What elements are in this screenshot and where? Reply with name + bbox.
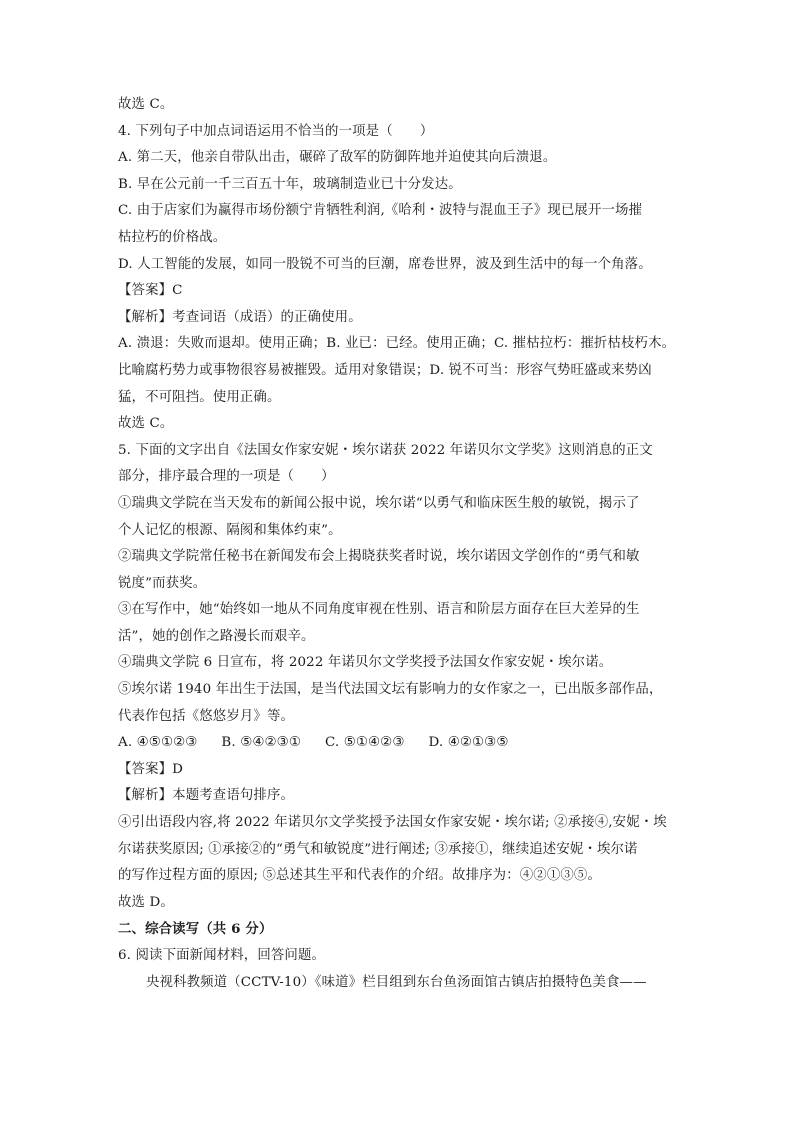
question-5-stem: 5. 下面的文字出自《法国女作家安妮・埃尔诺获 2022 年诺贝尔文学奖》这则消息的正文 bbox=[118, 442, 653, 458]
analysis-text: A. 溃退：失败而退却。使用正确；B. 业已：已经。使用正确；C. 摧枯拉朽：摧折枯枝朽木。 bbox=[118, 336, 676, 352]
section-heading: 二、综合读写（共 6 分） bbox=[118, 921, 273, 938]
question-4-stem: 4. 下列句子中加点词语运用不恰当的一项是（ ） bbox=[118, 123, 434, 139]
analysis-label: 【解析】本题考查语句排序。 bbox=[118, 788, 295, 804]
question-5-option-a: A. ④⑤①②③ bbox=[118, 735, 198, 751]
question-4-option-d: D. 人工智能的发展，如同一股锐不可当的巨潮，席卷世界，波及到生活中的每一个角落。 bbox=[118, 256, 652, 272]
question-6-stem: 6. 阅读下面新闻材料，回答问题。 bbox=[118, 948, 326, 963]
question-5-option-d: D. ④②①③⑤ bbox=[428, 735, 509, 751]
analysis-text: 比喻腐朽势力或事物很容易被摧毁。适用对象错误；D. 锐不可当：形容气势旺盛或来势凶 bbox=[118, 362, 652, 378]
text-line: 故选 C。 bbox=[118, 97, 174, 112]
document-body bbox=[118, 92, 678, 996]
analysis-text: 猛，不可阻挡。使用正确。 bbox=[118, 389, 281, 405]
question-4-option-c-cont: 枯拉朽的价格战。 bbox=[118, 229, 227, 245]
sentence-2-cont: 锐度”而获奖。 bbox=[118, 575, 207, 591]
sentence-5: ⑤埃尔诺 1940 年出生于法国，是当代法国文坛有影响力的女作家之一，已出版多部作品， bbox=[118, 682, 663, 698]
sentence-1: ①瑞典文学院在当天发布的新闻公报中说，埃尔诺“以勇气和临床医生般的敏锐，揭示了 bbox=[118, 495, 640, 511]
question-5-option-c: C. ⑤①④②③ bbox=[324, 735, 405, 751]
sentence-3: ③在写作中，她“始终如一地从不同角度审视在性别、语言和阶层方面存在巨大差异的生 bbox=[118, 602, 640, 618]
question-5-options bbox=[118, 730, 678, 757]
sentence-4: ④瑞典文学院 6 日宣布，将 2022 年诺贝尔文学奖授予法国女作家安妮・埃尔诺。 bbox=[118, 655, 613, 671]
analysis-label: 【解析】考查词语（成语）的正确使用。 bbox=[118, 309, 362, 325]
question-4-option-b: B. 早在公元前一千三百五十年，玻璃制造业已十分发达。 bbox=[118, 176, 462, 192]
analysis-text: 的写作过程方面的原因; ⑤总述其生平和代表作的介绍。故排序为：④②①③⑤。 bbox=[118, 868, 601, 884]
sentence-3-cont: 活”，她的创作之路漫长而艰辛。 bbox=[118, 628, 315, 644]
analysis-text: 尔诺获奖原因; ①承接②的“勇气和敏锐度”进行阐述; ③承接①，继续追述安妮・埃尔诺 bbox=[118, 841, 638, 857]
sentence-5-cont: 代表作包括《悠悠岁月》等。 bbox=[118, 708, 295, 724]
answer-label: 【答案】D bbox=[118, 761, 184, 777]
sentence-1-cont: 个人记忆的根源、隔阂和集体约束”。 bbox=[118, 522, 342, 538]
question-5-stem-cont: 部分，排序最合理的一项是（ ） bbox=[118, 469, 335, 485]
question-4-option-a: A. 第二天，他亲自带队出击，碾碎了敌军的防御阵地并迫使其向后溃退。 bbox=[118, 150, 557, 166]
question-4-option-c: C. 由于店家们为赢得市场份额宁肯牺牲利润,《哈利・波特与混血王子》现已展开一场摧 bbox=[118, 203, 643, 219]
news-material-line: 央视科教频道（CCTV-10）《味道》栏目组到东台鱼汤面馆古镇店拍摄特色美食—— bbox=[146, 974, 647, 990]
text-line: 故选 C。 bbox=[118, 416, 174, 432]
question-5-option-b: B. ⑤④②③① bbox=[221, 735, 301, 751]
sentence-2: ②瑞典文学院常任秘书在新闻发布会上揭晓获奖者时说，埃尔诺因文学创作的“勇气和敏 bbox=[118, 549, 640, 565]
text-line: 故选 D。 bbox=[118, 894, 174, 910]
answer-label: 【答案】C bbox=[118, 283, 183, 299]
analysis-text: ④引出语段内容,将 2022 年诺贝尔文学奖授予法国女作家安妮・埃尔诺; ②承接④,安妮・埃 bbox=[118, 815, 667, 831]
